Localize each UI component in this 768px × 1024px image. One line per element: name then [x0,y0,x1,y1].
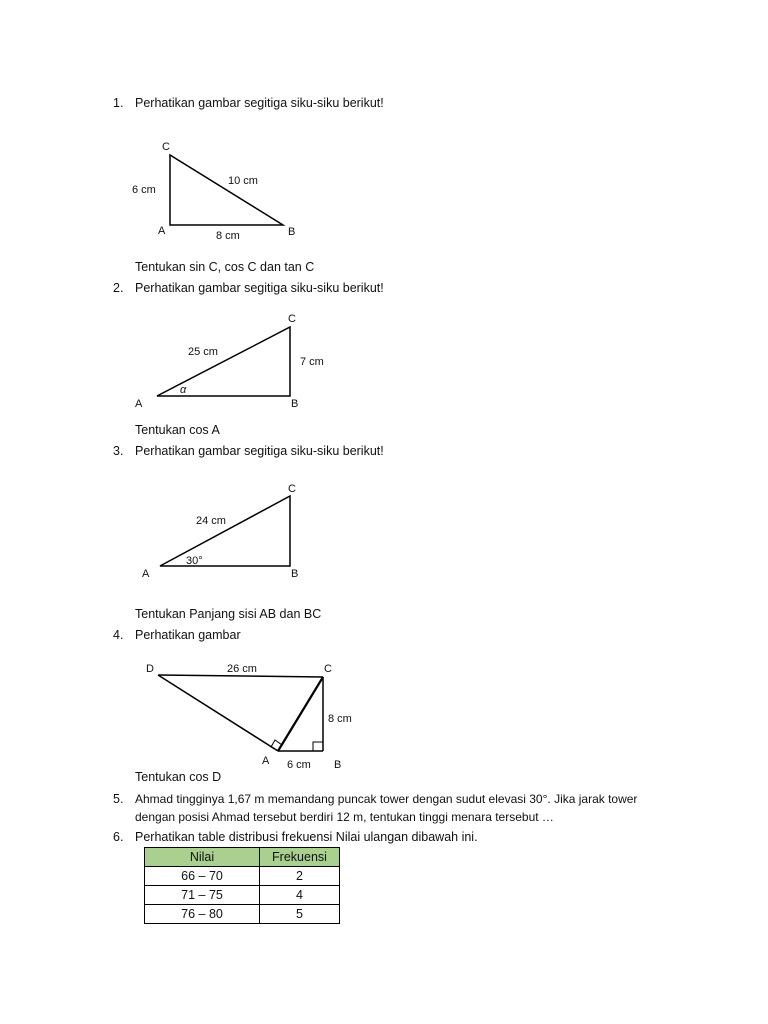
question-number: 3. [113,444,124,458]
question-prompt: Perhatikan gambar segitiga siku-siku berikut! [135,444,384,458]
side-bc-label: 10 cm [228,175,258,187]
question-prompt: Perhatikan gambar segitiga siku-siku berikut! [135,281,384,295]
vertex-a-label: A [262,755,270,767]
vertex-a-label: A [158,225,166,237]
question-task: Tentukan sin C, cos C dan tan C [135,260,315,274]
question-text-line-2: dengan posisi Ahmad tersebut berdiri 12 m, tentukan tinggi menara tersebut … [135,810,554,824]
question-prompt: Perhatikan table distribusi frekuensi Nilai ulangan dibawah ini. [135,830,478,844]
table-row [145,905,340,924]
vertex-b-label: B [334,759,342,771]
frequency-table [144,847,340,924]
side-ab-label: 8 cm [216,230,240,242]
angle-label: 30° [186,555,203,567]
table-cell-nilai: 66 – 70 [145,867,260,886]
question-number: 1. [113,96,124,110]
vertex-c-label: C [324,663,332,675]
vertex-b-label: B [288,226,296,238]
vertex-b-label: B [291,568,299,580]
side-ac-label: 6 cm [132,184,156,196]
question-number: 6. [113,830,124,844]
table-cell-nilai: 76 – 80 [145,905,260,924]
vertex-d-label: D [146,663,154,675]
side-ac-label: 25 cm [188,346,218,358]
vertex-c-label: C [288,483,296,495]
table-header-row [145,848,340,867]
table-row [145,886,340,905]
side-bc-label: 7 cm [300,356,324,368]
question-number: 4. [113,628,124,642]
table-row [145,867,340,886]
table-cell-frekuensi: 2 [260,867,340,886]
question-number: 2. [113,281,124,295]
side-dc-label: 26 cm [227,663,257,675]
column-header-nilai: Nilai [145,848,260,867]
vertex-b-label: B [291,398,299,410]
column-header-frekuensi: Frekuensi [260,848,340,867]
question-task: Tentukan cos D [135,770,222,784]
question-number: 5. [113,792,124,806]
angle-alpha-label: α [180,384,187,396]
question-prompt: Perhatikan gambar [135,628,241,642]
table-cell-frekuensi: 5 [260,905,340,924]
vertex-a-label: A [135,398,143,410]
vertex-c-label: C [288,313,296,325]
vertex-a-label: A [142,568,150,580]
table-cell-nilai: 71 – 75 [145,886,260,905]
vertex-c-label: C [162,141,170,153]
side-ab-label: 6 cm [287,759,311,771]
question-prompt: Perhatikan gambar segitiga siku-siku berikut! [135,96,384,110]
question-task: Tentukan cos A [135,423,220,437]
side-cb-label: 8 cm [328,713,352,725]
question-task: Tentukan Panjang sisi AB dan BC [135,607,322,621]
table-cell-frekuensi: 4 [260,886,340,905]
side-ac-label: 24 cm [196,515,226,527]
question-text-line-1: Ahmad tingginya 1,67 m memandang puncak tower dengan sudut elevasi 30°. Jika jarak tower [135,792,638,806]
